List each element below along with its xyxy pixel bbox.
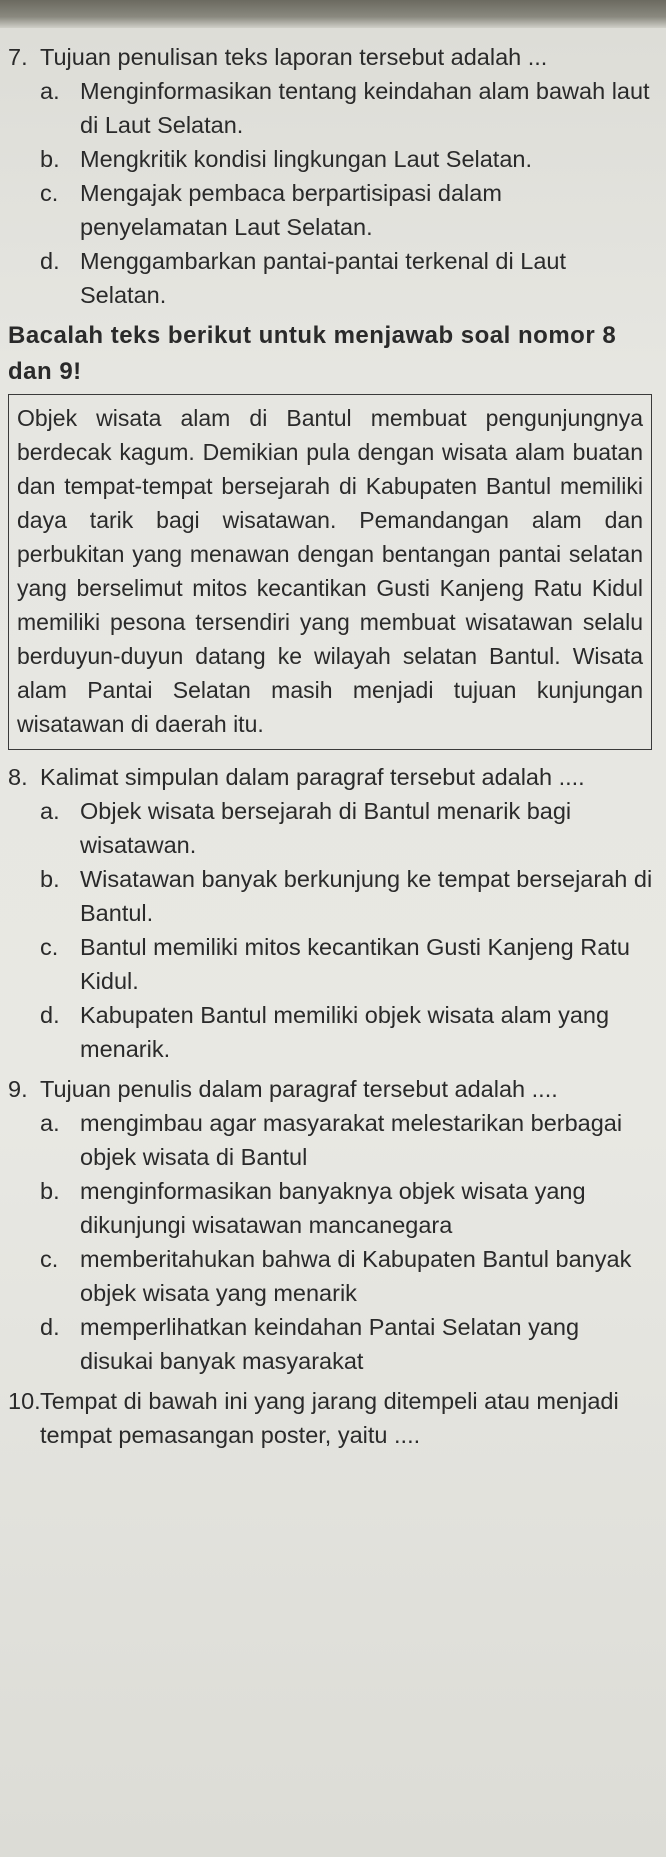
question-number: 8. [8,764,28,790]
question-number: 7. [8,44,28,70]
option-label: a. [40,78,60,104]
question-text: Kalimat simpulan dalam paragraf tersebut adalah .... [40,764,585,790]
option-b [40,142,656,176]
worksheet-page [0,40,666,1452]
option-label: d. [40,248,60,274]
option-text: Wisatawan banyak berkunjung ke tempat bersejarah di Bantul. [80,866,653,926]
option-b [40,1174,656,1242]
option-text: Menginformasikan tentang keindahan alam bawah laut di Laut Selatan. [80,78,650,138]
question-10 [0,1384,666,1452]
option-d [40,998,656,1066]
option-text: menginformasikan banyaknya objek wisata yang dikunjungi wisatawan mancanegara [80,1178,586,1238]
option-text: Mengkritik kondisi lingkungan Laut Selatan. [80,146,532,172]
option-c [40,930,656,998]
reading-instruction: Bacalah teks berikut untuk menjawab soal nomor 8 dan 9! [8,322,617,385]
reading-passage: Objek wisata alam di Bantul membuat pengunjungnya berdecak kagum. Demikian pula dengan wisata alam buatan dan tempat-tempat bersejarah di Kabupaten Bantul memiliki daya tarik bagi wisatawan. Pemandangan alam dan perbukitan yang menawan dengan bentangan pantai selatan yang berselimut mitos kecantikan Gusti Kanjeng Ratu Kidul memiliki pesona tersendiri yang membuat wisatawan selalu berduyun-duyun datang ke wilayah selatan Bantul. Wisata alam Pantai Selatan masih menjadi tujuan kunjungan wisatawan di daerah itu. [8,394,652,750]
option-b [40,862,656,930]
page-top-shadow [0,0,666,28]
option-label: a. [40,798,60,824]
option-c [40,1242,656,1310]
question-text: Tujuan penulis dalam paragraf tersebut adalah .... [40,1076,558,1102]
option-label: d. [40,1314,60,1340]
option-c [40,176,656,244]
option-a [40,1106,656,1174]
option-a [40,794,656,862]
option-d [40,1310,656,1378]
option-label: c. [40,934,59,960]
option-label: b. [40,866,60,892]
option-text: Bantul memiliki mitos kecantikan Gusti Kanjeng Ratu Kidul. [80,934,630,994]
option-text: Mengajak pembaca berpartisipasi dalam penyelamatan Laut Selatan. [80,180,502,240]
option-text: Kabupaten Bantul memiliki objek wisata alam yang menarik. [80,1002,610,1062]
question-8 [0,760,666,1066]
option-label: c. [40,180,59,206]
option-a [40,74,656,142]
question-9 [0,1072,666,1378]
option-d [40,244,656,312]
question-text: Tempat di bawah ini yang jarang ditempeli atau menjadi tempat pemasangan poster, yaitu .... [40,1388,619,1448]
option-text: memperlihatkan keindahan Pantai Selatan yang disukai banyak masyarakat [80,1314,580,1374]
option-label: a. [40,1110,60,1136]
option-label: d. [40,1002,60,1028]
option-text: mengimbau agar masyarakat melestarikan berbagai objek wisata di Bantul [80,1110,623,1170]
option-text: Objek wisata bersejarah di Bantul menarik bagi wisatawan. [80,798,572,858]
option-label: b. [40,1178,60,1204]
option-text: memberitahukan bahwa di Kabupaten Bantul banyak objek wisata yang menarik [80,1246,632,1306]
question-number: 9. [8,1076,28,1102]
option-text: Menggambarkan pantai-pantai terkenal di Laut Selatan. [80,248,566,308]
option-label: c. [40,1246,59,1272]
question-7 [0,40,666,312]
option-label: b. [40,146,60,172]
question-number: 10. [8,1388,41,1414]
question-text: Tujuan penulisan teks laporan tersebut adalah ... [40,44,548,70]
